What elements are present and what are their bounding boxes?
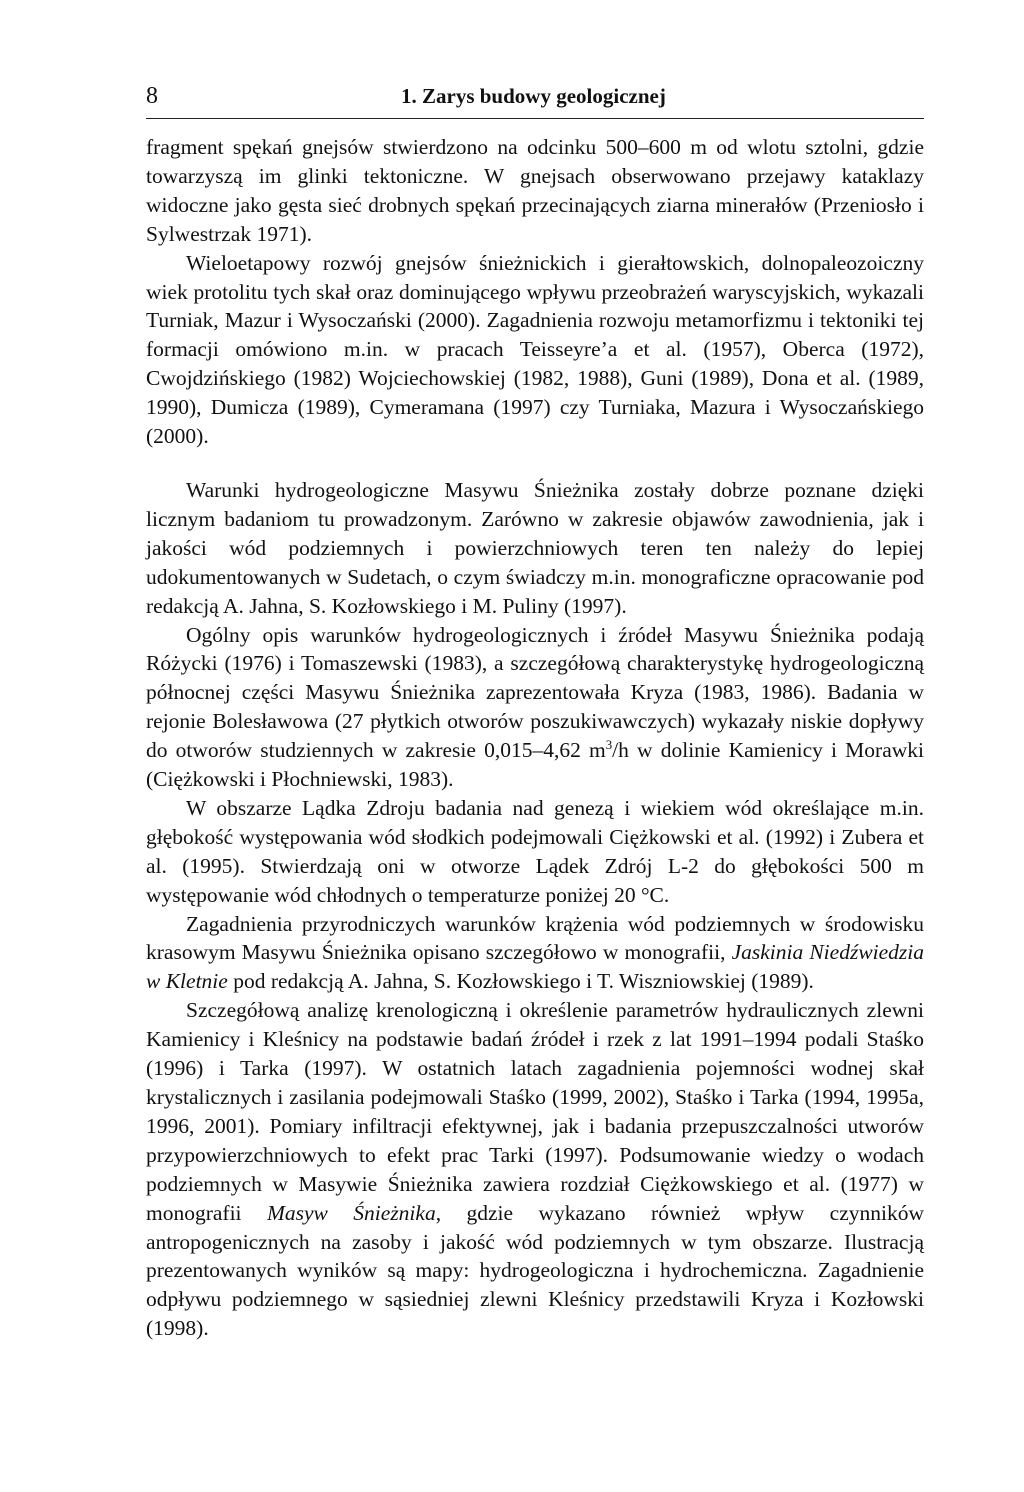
unit-superscript: 3 [605,737,613,752]
paragraph-text: /h w dolinie Kamienicy i Morawki (Ciężkowski i Płochniewski, 1983). [146,738,924,792]
paragraph: fragment spękań gnejsów stwierdzono na odcinku 500–600 m od wlotu sztolni, gdzie towarzyszą im glinki tektoniczne. W gnejsach obserwowano przejawy kataklazy widoczne jako gęsta sieć drobnych spękań przecinających ziarna minerałów (Przeniosło i Sylwestrzak 1971). [146,135,924,246]
paragraph [146,996,924,1343]
paragraph [146,910,924,997]
running-head: 1. Zarys budowy geologicznej [401,84,666,108]
paragraph [146,621,924,794]
paragraph-text: , gdzie wykazano również wpływ czynników antropogenicznych na zasoby i jakość wód podziemnych w tym obszarze. Ilustracją prezentowanych wyników są mapy: hydrogeologiczna i hydrochemiczna. Zagadnienie odpływu podziemnego w sąsiedniej zlewni Kleśnicy przedstawili Kryza i Kozłowski (1998). [146,1200,924,1341]
body-text [146,133,924,1343]
book-title: Masyw Śnieżnika [266,1200,436,1225]
flow-range: 0,015–4,62 m [484,738,606,763]
paragraph: Wieloetapowy rozwój gnejsów śnieżnickich i gierałtowskich, dolnopaleozoiczny wiek protolitu tych skał oraz dominującego wpływu przeobrażeń waryscyjskich, wykazali Turniak, Mazur i Wysoczański (2000). Zagadnienia rozwoju metamorfizmu i tektoniki tej formacji omówiono m.in. w pracach Teisseyre’a et al. (1957), Oberca (1972), Cwojdzińskiego (1982) Wojciechowskiej (1982, 1988), Guni (1989), Dona et al. (1989, 1990), Dumicza (1989), Cymeramana (1997) czy Turniaka, Mazura i Wysoczańskiego (2000). [146,250,924,449]
paragraph-text: Zagadnienia przyrodniczych warunków krążenia wód podziemnych w środowisku krasowym Masywu Śnieżnika opisano szczegółowo w monografii, [146,911,924,965]
paragraph-text: Ogólny opis warunków hydrogeologicznych i źródeł Masywu Śnieżnika podają Różycki (1976) i Tomaszewski (1983), a szczegółową charakterystykę hydrogeologiczną północnej części Masywu Śnieżnika zaprezentowała Kryza (1983, 1986). Badania w rejonie Bolesławowa (27 płytkich otworów poszukiwawczych) wykazały niskie dopływy do otworów studziennych w zakresie [146,622,924,763]
paragraph: Warunki hydrogeologiczne Masywu Śnieżnika zostały dobrze poznane dzięki licznym badaniom tu prowadzonym. Zarówno w zakresie objawów zawodnienia, jak i jakości wód podziemnych i powierzchniowych teren ten należy do lepiej udokumentowanych w Sudetach, o czym świadczy m.in. monograficzne opracowanie pod redakcją A. Jahna, S. Kozłowskiego i M. Puliny (1997). [146,477,924,618]
paragraph: W obszarze Lądka Zdroju badania nad genezą i wiekiem wód określające m.in. głębokość występowania wód słodkich podejmowali Ciężkowski et al. (1992) i Zubera et al. (1995). Stwierdzają oni w otworze Lądek Zdrój L-2 do głębokości 500 m występowanie wód chłodnych o temperaturze poniżej 20 °C. [146,795,924,907]
paragraph-text: Szczegółową analizę krenologiczną i określenie parametrów hydraulicznych zlewni Kamienicy i Kleśnicy na podstawie badań źródeł i rzek z lat 1991–1994 podali Staśko (1996) i Tarka (1997). W ostatnich latach zagadnienia pojemności wodnej skał krystalicznych i zasilania podejmowali Staśko (1999, 2002), Staśko i Tarka (1994, 1995a, 1996, 2001). Pomiary infiltracji efektywnej, jak i badania przepuszczalności utworów przypowierzchniowych to efekt prac Tarki (1997). Podsumowanie wiedzy o wodach podziemnych w Masywie Śnieżnika zawiera rozdział Ciężkowskiego et al. (1977) w monografii [146,998,924,1225]
book-title: Jaskinia Niedźwiedzia w Kletnie [146,940,925,994]
page-number: 8 [146,83,158,109]
page [146,0,924,1492]
paragraph-text: pod redakcją A. Jahna, S. Kozłowskiego i T. Wiszniowskiej (1989). [227,969,814,994]
page-header [146,80,924,112]
header-rule [146,118,924,119]
